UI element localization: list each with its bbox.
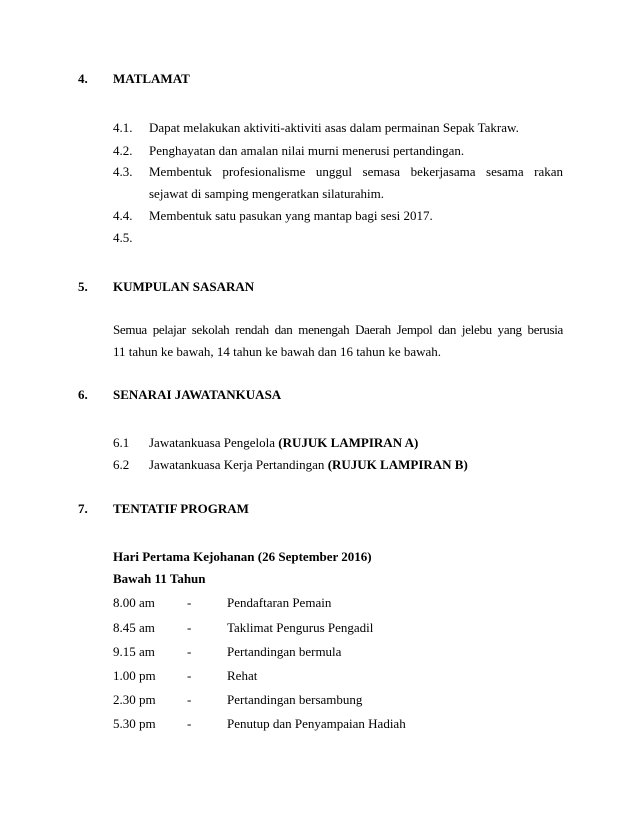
schedule-activity: Pertandingan bersambung — [227, 692, 363, 707]
item-text: Jawatankuasa Kerja Pertandingan — [149, 457, 328, 472]
appendix-reference: (RUJUK LAMPIRAN B) — [327, 457, 468, 472]
schedule-time: 8.45 am — [113, 620, 155, 635]
item-number: 4.3. — [113, 164, 133, 179]
day-heading: Hari Pertama Kejohanan (26 September 2016) — [113, 549, 372, 564]
section-title: MATLAMAT — [113, 71, 190, 86]
section-number: 7. — [78, 501, 88, 516]
section-number: 6. — [78, 387, 88, 402]
item-line — [149, 435, 418, 451]
section-number: 4. — [78, 71, 88, 86]
section-title: SENARAI JAWATANKUASA — [113, 387, 282, 402]
schedule-time: 8.00 am — [113, 595, 155, 610]
item-text: Membentuk satu pasukan yang mantap bagi sesi 2017. — [149, 208, 433, 223]
appendix-reference: (RUJUK LAMPIRAN A) — [278, 435, 419, 450]
schedule-dash: - — [187, 692, 192, 707]
item-text: Penghayatan dan amalan nilai murni menerusi pertandingan. — [149, 143, 465, 158]
section-title: KUMPULAN SASARAN — [113, 279, 255, 294]
schedule-time: 2.30 pm — [113, 692, 156, 707]
schedule-time: 1.00 pm — [113, 668, 156, 683]
schedule-activity: Pertandingan bermula — [227, 644, 342, 659]
item-number: 6.1 — [113, 435, 130, 450]
section-title: TENTATIF PROGRAM — [113, 501, 249, 516]
item-text: Jawatankuasa Pengelola — [149, 435, 279, 450]
schedule-activity: Rehat — [227, 668, 258, 683]
item-number: 4.5. — [113, 230, 133, 245]
item-line — [149, 457, 468, 473]
schedule-dash: - — [187, 595, 192, 610]
schedule-dash: - — [187, 620, 192, 635]
schedule-activity: Pendaftaran Pemain — [227, 595, 332, 610]
section-number: 5. — [78, 279, 88, 294]
item-text-continuation: sejawat di samping mengeratkan silaturahim. — [149, 186, 385, 201]
schedule-dash: - — [187, 668, 192, 683]
paragraph-line: Semua pelajar sekolah rendah dan menengah Daerah Jempol dan jelebu yang berusia — [113, 322, 563, 337]
schedule-time: 5.30 pm — [113, 716, 156, 731]
item-number: 4.4. — [113, 208, 133, 223]
paragraph-line: 11 tahun ke bawah, 14 tahun ke bawah dan 16 tahun ke bawah. — [113, 344, 442, 359]
schedule-time: 9.15 am — [113, 644, 155, 659]
item-number: 4.2. — [113, 143, 133, 158]
item-text: Membentuk profesionalisme unggul semasa bekerjasama sesama rakan — [149, 164, 563, 179]
item-text: Dapat melakukan aktiviti-aktiviti asas dalam permainan Sepak Takraw. — [149, 120, 519, 135]
item-number: 4.1. — [113, 120, 133, 135]
schedule-activity: Taklimat Pengurus Pengadil — [227, 620, 374, 635]
schedule-dash: - — [187, 716, 192, 731]
group-heading: Bawah 11 Tahun — [113, 571, 206, 586]
item-number: 6.2 — [113, 457, 130, 472]
schedule-activity: Penutup dan Penyampaian Hadiah — [227, 716, 406, 731]
schedule-dash: - — [187, 644, 192, 659]
